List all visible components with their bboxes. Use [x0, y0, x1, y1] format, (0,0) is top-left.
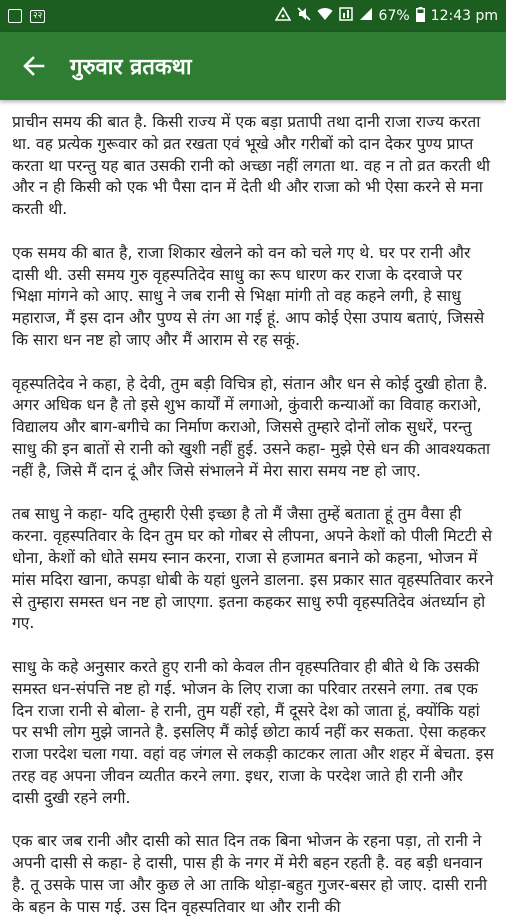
battery-percent: 67% [378, 8, 410, 24]
story-paragraph-6: एक बार जब रानी और दासी को सात दिन तक बिना भोजन के रहना पड़ा, तो रानी ने अपनी दासी से कहा- हे दासी, पास ही के नगर में मेरी बहन रहती है. वह बड़ी धनवान है. तू उसके पास जा और कुछ ले आ ताकि थोड़ा-बहुत गुजर-बसर हो जाए. दासी रानी के बहन के पास गई. उस दिन वृहस्पतिवार था और रानी की [12, 832, 488, 916]
hd-signal-icon [339, 7, 353, 25]
app-notification-badge: २२ [30, 10, 45, 23]
cell-signal-icon [359, 7, 373, 25]
image-notification-icon [8, 9, 22, 23]
story-paragraph-5: साधु के कहे अनुसार करते हुए रानी को केवल तीन वृहस्पतिवार ही बीते थे कि उसकी समस्त धन-संपत्ति नष्ट हो गई. भोजन के लिए राजा का परिवार तरसने लगा. तब एक दिन राजा रानी से बोला- हे रानी, तुम यहीं रहो, मैं दूसरे देश को जाता हूं, क्योंकि यहां पर सभी लोग मुझे जानते है. इसलिए मैं कोई छोटा कार्य नहीं कर सकता. ऐसा कहकर राजा परदेश चला गया. वहां वह जंगल से लकड़ी काटकर लाता और शहर में बेचता. इस तरह वह अपना जीवन व्यतीत करने लगा. इधर, राजा के परदेश जाते ही रानी और दासी दुखी रहने लगी. [12, 657, 494, 807]
app-bar [0, 32, 506, 100]
page-title: गुरुवार व्रतकथा [70, 55, 192, 80]
back-button[interactable] [14, 46, 54, 86]
wifi-icon [317, 7, 333, 25]
story-paragraph-4: तब साधु ने कहा- यदि तुम्हारी ऐसी इच्छा है तो मैं जैसा तुम्हें बताता हूं तुम वैसा ही करना. वृहस्पतिवार के दिन तुम घर को गोबर से लीपना, अपने केशों को पीली मिटटी से धोना, केशों को धोते समय स्नान करना, राजा से हजामत बनाने को कहना, भोजन में मांस मदिरा खाना, कपड़ा धोबी के यहां धुलने डालना. इस प्रकार सात वृहस्पतिवार करने से तुम्हारा समस्त धन नष्ट हो जाएगा. इतना कहकर साधु रुपी वृहस्पतिदेव अंतर्ध्यान हो गए. [12, 505, 494, 633]
clock-time: 12:43 pm [430, 8, 498, 24]
story-content[interactable] [0, 100, 506, 916]
story-paragraph-1: प्राचीन समय की बात है. किसी राज्य में एक बड़ा प्रतापी तथा दानी राजा राज्य करता था. वह प्रत्येक गुरूवार को व्रत रखता एवं भूखे और गरीबों को दान देकर पुण्य प्राप्त करता था परन्तु यह बात उसकी रानी को अच्छा नहीं लगता था. वह न तो व्रत करती थी और न ही किसी को एक भी पैसा दान में देती थी और राजा को भी ऐसा करने से मना करती थी. [12, 113, 491, 219]
story-paragraph-3: वृहस्पतिदेव ने कहा, हे देवी, तुम बड़ी विचित्र हो, संतान और धन से कोई दुखी होता है. अगर अधिक धन है तो इसे शुभ कार्यों में लगाओ, कुंवारी कन्याओं का विवाह कराओ, विद्यालय और बाग-बगीचे का निर्माण कराओ, जिससे तुम्हारे दोनों लोक सुधरें, परन्तु साधु की इन बातों से रानी को खुशी नहीं हुई. उसने कहा- मुझे ऐसे धन की आवश्यकता नहीं है, जिसे मैं दान दूं और जिसे संभालने में मेरा सारा समय नष्ट हो जाए. [12, 374, 490, 480]
battery-icon [416, 7, 425, 26]
arrow-back-icon [23, 55, 45, 77]
status-bar [0, 0, 506, 32]
mute-icon [297, 7, 311, 25]
story-paragraph-2: एक समय की बात है, राजा शिकार खेलने को वन को चले गए थे. घर पर रानी और दासी थी. उसी समय गुरु वृहस्पतिदेव साधु का रूप धारण कर राजा के दरवाजे पर भिक्षा मांगने को आए. साधु ने जब रानी से भिक्षा मांगी तो वह कहने लगी, हे साधु महाराज, मैं इस दान और पुण्य से तंग आ गई हूं. आप कोई ऐसा उपाय बताएं, जिससे कि सारा धन नष्ट हो जाए और मैं आराम से रह सकूं. [12, 243, 485, 349]
data-saver-icon [275, 7, 291, 25]
